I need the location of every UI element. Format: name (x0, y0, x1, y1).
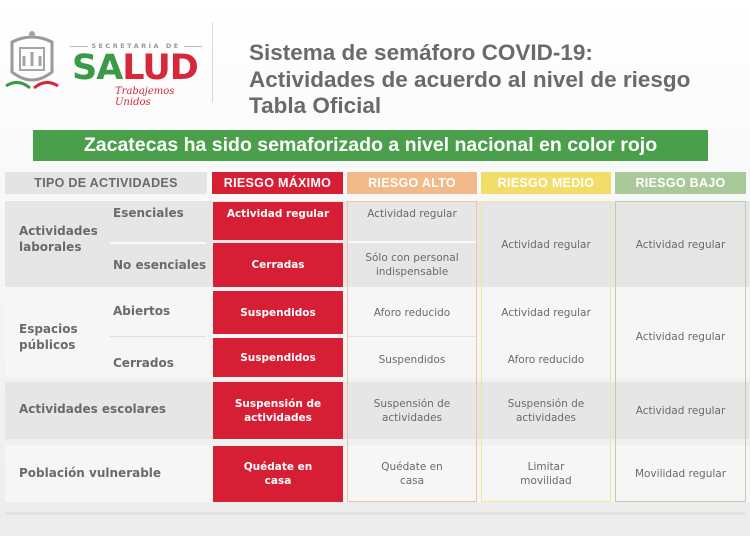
sub-divider-espacios (110, 336, 206, 337)
group-poblacion-vulnerable: Población vulnerable (19, 466, 162, 480)
header (0, 0, 750, 125)
title-line-3: Tabla Oficial (249, 93, 382, 118)
alto-esenciales-text: Actividad regular (367, 208, 457, 220)
secretaria-salud-logo (70, 36, 210, 106)
header-riesgo-medio: RIESGO MEDIO (481, 172, 611, 194)
alto-abiertos-text: Aforo reducido (373, 306, 451, 319)
logo-salud-red: LUD (122, 48, 198, 88)
medio-escolares-text: Suspensión de actividades (507, 397, 585, 424)
bajo-laborales (616, 202, 745, 287)
maximo-no-esenciales-text: Cerradas (251, 259, 305, 271)
group-actividades-escolares: Actividades escolares (19, 402, 166, 416)
alto-vulnerable-text: Quédate en casa (381, 461, 443, 487)
title-line-1: Sistema de semáforo COVID-19: (249, 40, 593, 65)
bajo-espacios-text: Actividad regular (635, 330, 726, 343)
footer-line (5, 512, 745, 515)
alto-esenciales (348, 202, 476, 240)
maximo-escolares-text: Suspensión de actividades (234, 397, 322, 424)
alto-abiertos (348, 291, 476, 334)
alto-cerrados-text: Suspendidos (378, 354, 446, 366)
logo-tagline: Trabajemos Unidos (115, 86, 175, 108)
medio-abiertos (482, 291, 610, 334)
logo-secretaria-text: SECRETARÍA DE (70, 42, 202, 50)
bajo-vulnerable (616, 446, 745, 502)
medio-cerrados-text: Aforo reducido (507, 354, 585, 366)
bajo-vulnerable-text: Movilidad regular (634, 468, 727, 480)
medio-abiertos-text: Actividad regular (501, 306, 591, 319)
bajo-laborales-text: Actividad regular (635, 238, 726, 251)
sub-esenciales: Esenciales (113, 206, 184, 220)
maximo-esenciales-text: Actividad regular (226, 208, 330, 220)
alto-cerrados (348, 338, 476, 382)
medio-vulnerable (482, 446, 610, 502)
bajo-espacios (616, 291, 745, 382)
logo-salud-text (72, 50, 198, 86)
maximo-cerrados (213, 338, 343, 377)
header-tipo-actividades: TIPO DE ACTIVIDADES (5, 172, 207, 194)
group-espacios-publicos: Espacios públicos (19, 322, 78, 352)
alto-escolares (348, 382, 476, 439)
header-riesgo-maximo: RIESGO MÁXIMO (212, 172, 343, 194)
maximo-vulnerable-text: Quédate en casa (243, 461, 313, 487)
sub-divider-laborales (110, 242, 206, 244)
maximo-abiertos (213, 291, 343, 334)
group-actividades-laborales: Actividades laborales (19, 224, 98, 254)
medio-laborales (482, 202, 610, 287)
sub-no-esenciales: No esenciales (113, 258, 207, 272)
alto-no-esenciales-text: Sólo con personal indispensable (365, 252, 459, 278)
maximo-esenciales (213, 202, 343, 240)
bajo-escolares (616, 382, 745, 439)
sub-cerrados: Cerrados (113, 356, 174, 370)
alto-no-esenciales (348, 243, 476, 287)
alto-vulnerable (348, 446, 476, 502)
maximo-cerrados-text: Suspendidos (240, 351, 316, 364)
medio-vulnerable-text: Limitar movilidad (520, 461, 572, 487)
medio-laborales-text: Actividad regular (501, 238, 591, 251)
maximo-vulnerable (213, 446, 343, 502)
header-divider (212, 22, 213, 102)
header-riesgo-bajo: RIESGO BAJO (615, 172, 746, 194)
title-line-2: Actividades de acuerdo al nivel de riesgo (249, 66, 691, 92)
maximo-no-esenciales (213, 243, 343, 287)
bajo-escolares-text: Actividad regular (635, 404, 726, 417)
logo-salud-green: SA (72, 48, 123, 88)
sub-abiertos: Abiertos (113, 304, 171, 318)
medio-cerrados (482, 338, 610, 382)
alto-escolares-text: Suspensión de actividades (373, 397, 451, 424)
maximo-escolares (213, 382, 343, 439)
alto-divider-2 (348, 336, 476, 337)
status-banner: Zacatecas ha sido semaforizado a nivel nacional en color rojo (33, 130, 708, 161)
medio-escolares (482, 382, 610, 439)
page-title (249, 40, 750, 120)
zacatecas-crest-icon (4, 28, 60, 96)
header-riesgo-alto: RIESGO ALTO (347, 172, 477, 194)
maximo-abiertos-text: Suspendidos (240, 306, 316, 319)
